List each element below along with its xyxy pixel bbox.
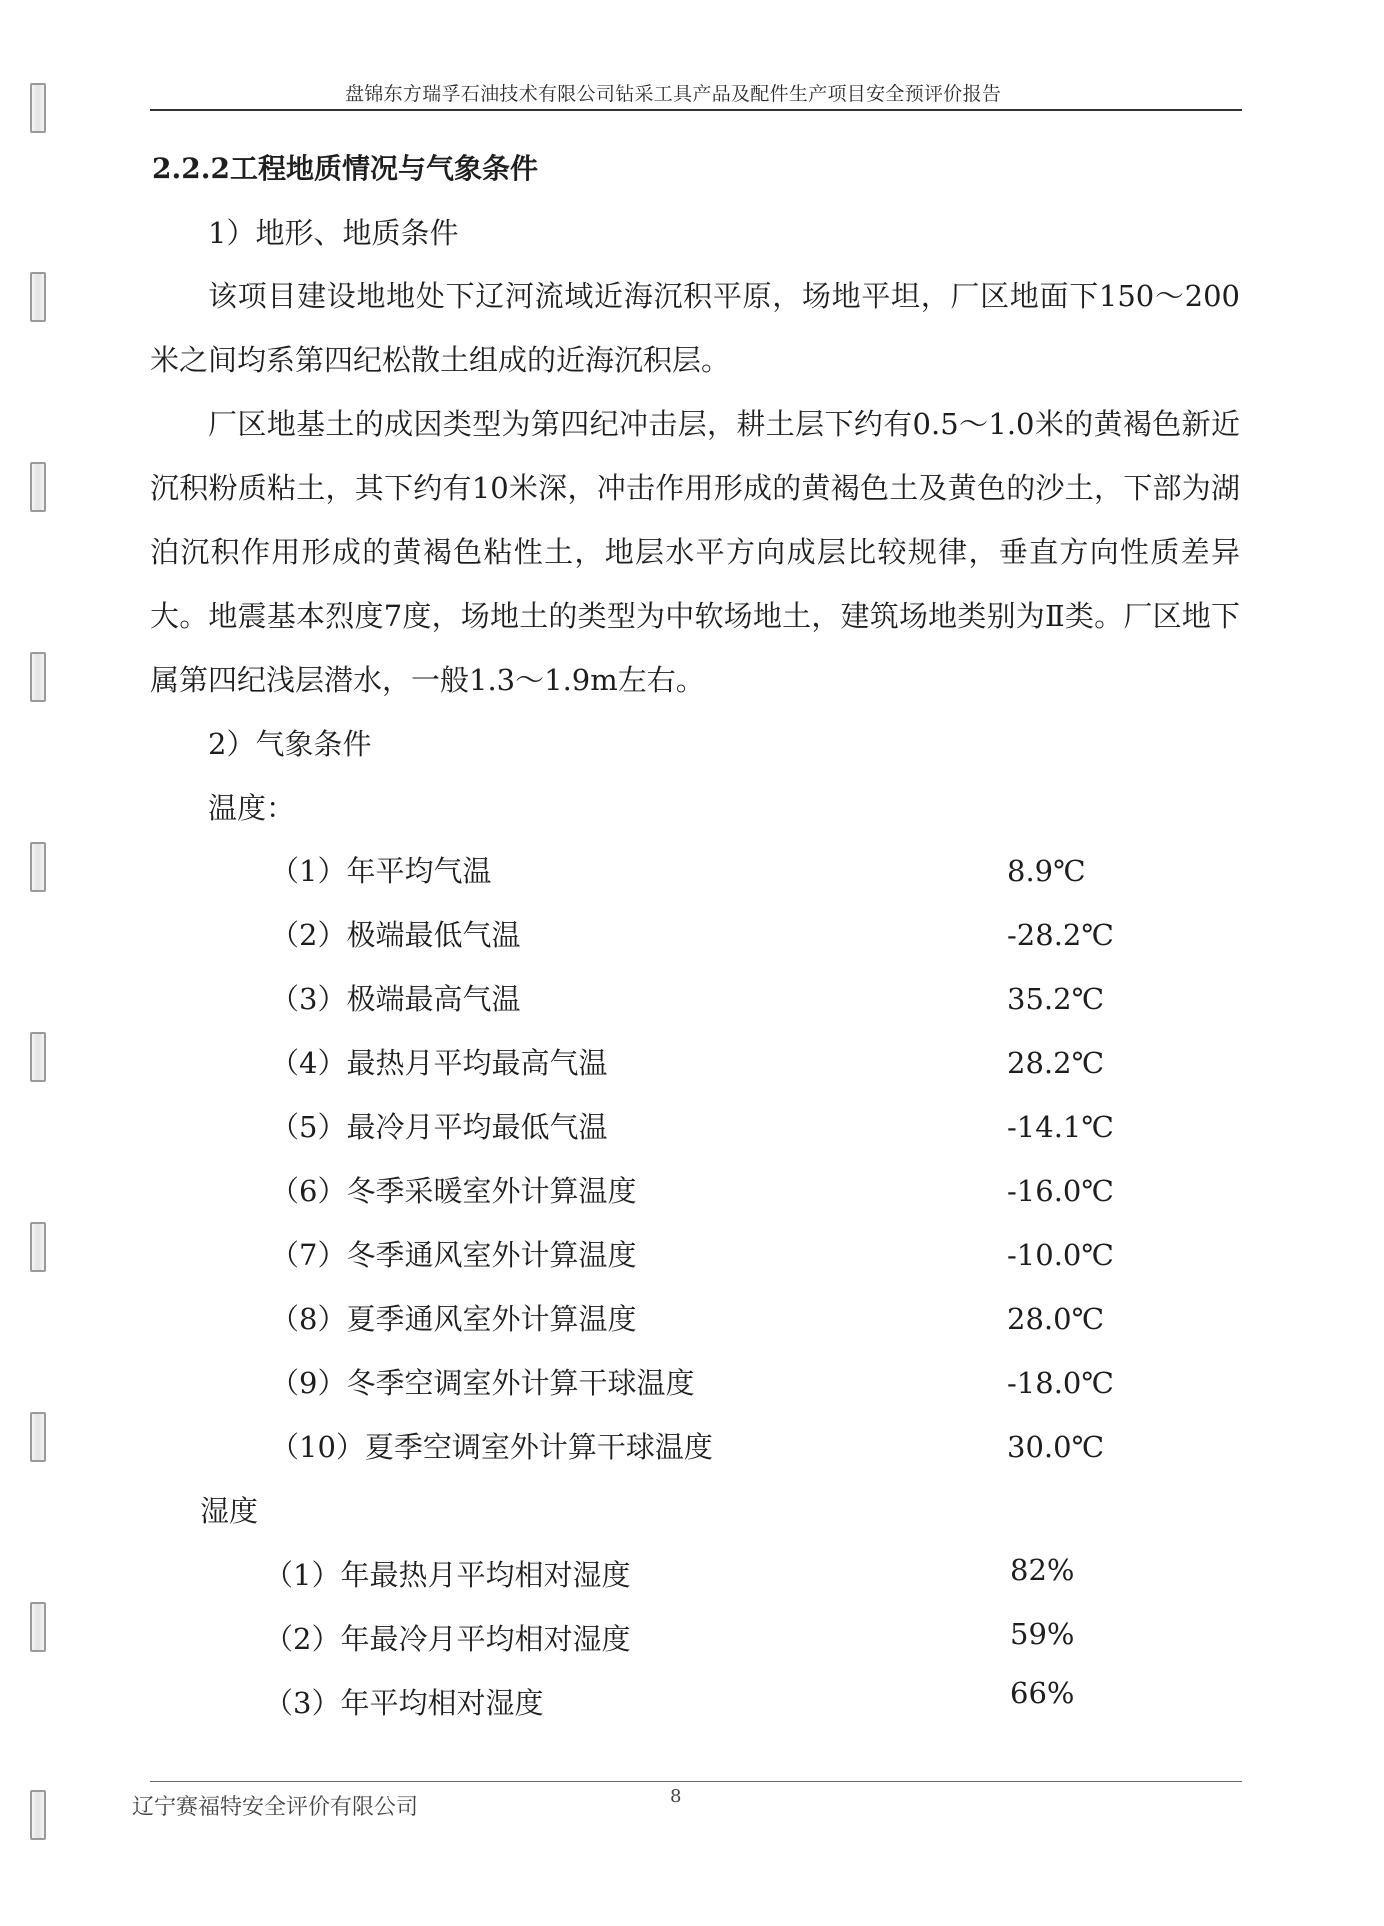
temperature-item-value: 30.0℃ (1007, 1430, 1105, 1464)
binder-hole (30, 1222, 46, 1272)
binder-hole (30, 1602, 46, 1652)
temperature-item-label: （10）夏季空调室外计算干球温度 (270, 1430, 713, 1464)
humidity-item-label: （3）年平均相对湿度 (264, 1686, 544, 1720)
temperature-item-label: （2）极端最低气温 (270, 918, 521, 952)
binder-hole (30, 83, 46, 133)
temperature-item-value: -16.0℃ (1007, 1174, 1114, 1208)
binder-hole (30, 652, 46, 702)
temperature-item-label: （1）年平均气温 (270, 854, 492, 888)
temperature-item-value: 8.9℃ (1007, 854, 1086, 888)
report-header-title: 盘锦东方瑞孚石油技术有限公司钻采工具产品及配件生产项目安全预评价报告 (345, 83, 1002, 105)
header-divider (150, 109, 1242, 111)
binder-hole (30, 842, 46, 892)
footer-divider (150, 1781, 1242, 1782)
weather-subheading: 2）气象条件 (208, 727, 372, 761)
temperature-item-label: （7）冬季通风室外计算温度 (270, 1238, 637, 1272)
temperature-item-label: （8）夏季通风室外计算温度 (270, 1302, 637, 1336)
section-heading: 2.2.2工程地质情况与气象条件 (152, 152, 538, 185)
binder-hole (30, 1790, 46, 1840)
temperature-item-value: 28.2℃ (1007, 1046, 1105, 1080)
footer-company-name: 辽宁赛福特安全评价有限公司 (132, 1795, 419, 1820)
temperature-item-label: （3）极端最高气温 (270, 982, 521, 1016)
temperature-item-value: -28.2℃ (1007, 918, 1114, 952)
temperature-item-label: （6）冬季采暖室外计算温度 (270, 1174, 637, 1208)
terrain-paragraph-1: 该项目建设地地处下辽河流域近海沉积平原，场地平坦，厂区地面下150～200米之间均系第四纪松散土组成的近海沉积层。 (150, 279, 1240, 377)
binder-hole (30, 272, 46, 322)
temperature-item-value: 35.2℃ (1007, 982, 1105, 1016)
page-number: 8 (670, 1786, 682, 1807)
temperature-item-label: （4）最热月平均最高气温 (270, 1046, 608, 1080)
humidity-item-value: 66% (1010, 1676, 1075, 1710)
temperature-label: 温度： (208, 791, 296, 825)
temperature-item-value: -14.1℃ (1007, 1110, 1114, 1144)
humidity-label: 湿度 (200, 1494, 259, 1528)
binder-hole (30, 462, 46, 512)
humidity-item-value: 82% (1010, 1553, 1075, 1587)
humidity-item-value: 59% (1010, 1617, 1075, 1651)
temperature-item-label: （5）最冷月平均最低气温 (270, 1110, 608, 1144)
humidity-item-label: （1）年最热月平均相对湿度 (264, 1558, 631, 1592)
temperature-item-value: -10.0℃ (1007, 1238, 1114, 1272)
temperature-item-value: -18.0℃ (1007, 1366, 1114, 1400)
binder-hole (30, 1412, 46, 1462)
terrain-paragraph-2: 厂区地基土的成因类型为第四纪冲击层，耕土层下约有0.5～1.0米的黄褐色新近沉积粉质粘土，其下约有10米深，冲击作用形成的黄褐色土及黄色的沙土，下部为湖泊沉积作用形成的黄褐色粘性土，地层水平方向成层比较规律，垂直方向性质差异大。地震基本烈度7度，场地土的类型为中软场地土，建筑场地类别为Ⅱ类。厂区地下属第四纪浅层潜水，一般1.3～1.9m左右。 (150, 407, 1240, 697)
temperature-item-value: 28.0℃ (1007, 1302, 1105, 1336)
terrain-subheading: 1）地形、地质条件 (208, 216, 459, 250)
temperature-item-label: （9）冬季空调室外计算干球温度 (270, 1366, 695, 1400)
humidity-item-label: （2）年最冷月平均相对湿度 (264, 1622, 631, 1656)
binder-hole (30, 1032, 46, 1082)
